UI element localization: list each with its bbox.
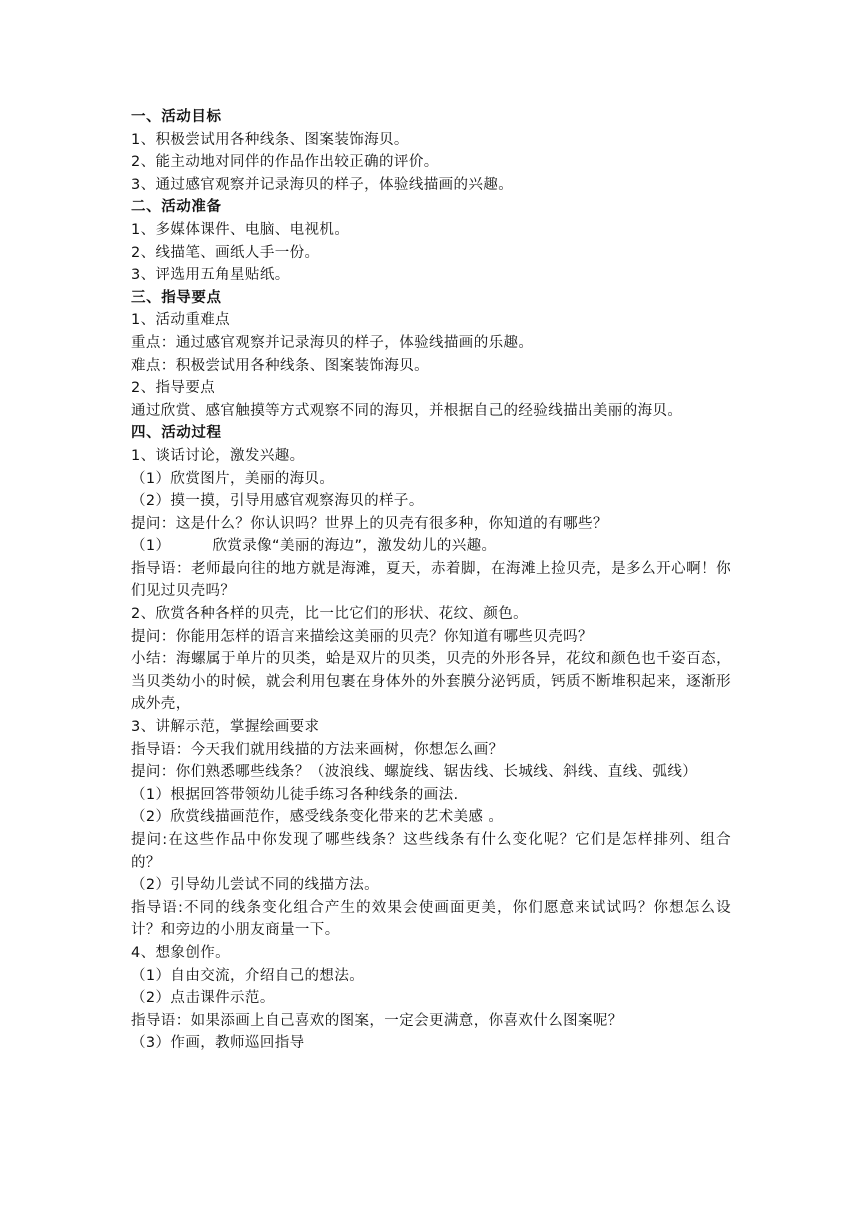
- paragraph: 3、讲解示范，掌握绘画要求: [131, 719, 320, 736]
- subheading: 1、活动重难点: [131, 312, 231, 329]
- paragraph: （1）根据回答带领幼儿徒手练习各种线条的画法.: [131, 786, 459, 803]
- section-heading-goals: 一、活动目标: [131, 109, 222, 125]
- paragraph: 指导语：老师最向往的地方就是海滩，夏天，赤着脚，在海滩上捡贝壳，是多么开心啊！你们见过贝壳吗？: [131, 560, 731, 600]
- paragraph: 4、想象创作。: [131, 944, 231, 961]
- paragraph: （3）作画，教师巡回指导: [131, 1035, 305, 1052]
- paragraph: 提问:在这些作品中你发现了哪些线条？这些线条有什么变化呢？它们是怎样排列、组合的？: [131, 832, 731, 871]
- paragraph: 指导语:不同的线条变化组合产生的效果会使画面更美，你们愿意来试试吗？你想怎么设计？和旁边的小朋友商量一下。: [131, 899, 731, 939]
- paragraph: （1）欣赏图片，美丽的海贝。: [131, 470, 335, 487]
- paragraph: 1、积极尝试用各种线条、图案装饰海贝。: [131, 131, 409, 148]
- paragraph: 提问：你们熟悉哪些线条？（波浪线、螺旋线、锯齿线、长城线、斜线、直线、弧线）: [131, 764, 698, 781]
- paragraph: 难点：积极尝试用各种线条、图案装饰海贝。: [131, 357, 429, 374]
- paragraph: （2）欣赏线描画范作，感受线条变化带来的艺术美感 。: [131, 809, 504, 826]
- paragraph: 通过欣赏、感官触摸等方式观察不同的海贝，并根据自己的经验线描出美丽的海贝。: [131, 402, 683, 419]
- paragraph: 2、线描笔、画纸人手一份。: [131, 244, 320, 261]
- paragraph: 3、通过感官观察并记录海贝的样子，体验线描画的兴趣。: [131, 176, 514, 193]
- document-body: [131, 106, 731, 1055]
- paragraph: 重点：通过感官观察并记录海贝的样子，体验线描画的乐趣。: [131, 334, 534, 351]
- subheading: 2、指导要点: [131, 380, 216, 397]
- paragraph: （2）摸一摸，引导用感官观察海贝的样子。: [131, 493, 424, 510]
- paragraph: 小结：海螺属于单片的贝类，蛤是双片的贝类，贝壳的外形各异，花纹和颜色也千姿百态，当贝类幼小的时候，就会利用包裹在身体外的外套膜分泌钙质，钙质不断堆积起来，逐渐形成外壳，: [131, 651, 731, 713]
- paragraph: （1）自由交流，介绍自己的想法。: [131, 967, 365, 984]
- paragraph: 3、评选用五角星贴纸。: [131, 267, 290, 284]
- paragraph: 提问：这是什么？你认识吗？世界上的贝壳有很多种，你知道的有哪些？: [131, 515, 608, 532]
- paragraph: 指导语：今天我们就用线描的方法来画树，你想怎么画？: [131, 741, 504, 758]
- section-heading-guidance: 三、指导要点: [131, 289, 222, 306]
- paragraph: 2、欣赏各种各样的贝壳，比一比它们的形状、花纹、颜色。: [131, 606, 529, 623]
- paragraph: [131, 535, 731, 558]
- section-heading-process: 四、活动过程: [131, 425, 222, 442]
- paragraph: （2）点击课件示范。: [131, 990, 275, 1007]
- paragraph: 提问：你能用怎样的语言来描绘这美丽的贝壳？你知道有哪些贝壳吗？: [131, 628, 593, 645]
- paragraph: 1、多媒体课件、电脑、电视机。: [131, 221, 350, 238]
- paragraph: 1、谈话讨论，激发兴趣。: [131, 447, 305, 464]
- list-text: 欣赏录像“美丽的海边”，激发幼儿的兴趣。: [212, 538, 497, 555]
- list-number: （1）: [131, 538, 171, 555]
- paragraph: 2、能主动地对同伴的作品作出较正确的评价。: [131, 154, 439, 171]
- section-heading-preparation: 二、活动准备: [131, 199, 222, 216]
- paragraph: （2）引导幼儿尝试不同的线描方法。: [131, 877, 380, 894]
- paragraph: 指导语：如果添画上自己喜欢的图案，一定会更满意，你喜欢什么图案呢？: [131, 1012, 623, 1029]
